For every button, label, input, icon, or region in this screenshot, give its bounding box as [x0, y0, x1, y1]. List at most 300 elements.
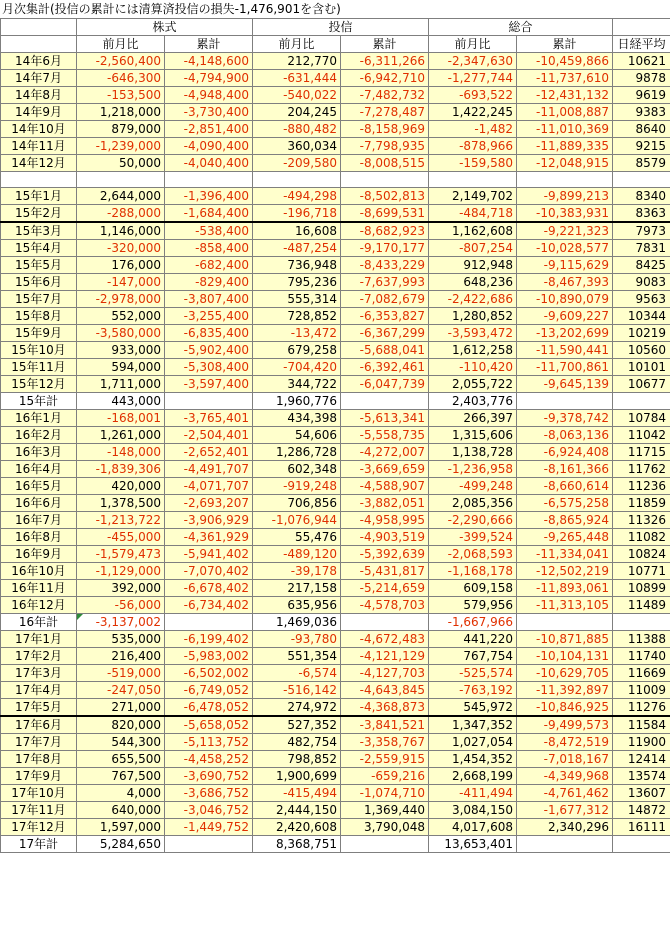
table-row	[1, 155, 670, 172]
total-change-cell: -499,248	[429, 478, 517, 495]
stocks-cumulative-cell: -4,458,252	[165, 751, 253, 768]
funds-cumulative-cell: -659,216	[341, 768, 429, 785]
nikkei-cell: 10824	[613, 546, 670, 563]
stocks-cumulative-cell: -1,684,400	[165, 205, 253, 223]
stocks-cumulative-cell: -682,400	[165, 257, 253, 274]
total-change-cell: 1,612,258	[429, 342, 517, 359]
total-cumulative-cell: -8,161,366	[517, 461, 613, 478]
table-row	[1, 257, 670, 274]
nikkei-cell: 11762	[613, 461, 670, 478]
total-cumulative-cell: -11,008,887	[517, 104, 613, 121]
stocks-cumulative-cell: -829,400	[165, 274, 253, 291]
table-row	[1, 376, 670, 393]
funds-change-cell: 728,852	[253, 308, 341, 325]
stocks-cumulative-cell: -4,794,900	[165, 70, 253, 87]
total-cumulative-cell: -11,893,061	[517, 580, 613, 597]
funds-cumulative-cell: -7,082,679	[341, 291, 429, 308]
header-group-funds: 投信	[253, 19, 429, 36]
total-cumulative-cell: -8,660,614	[517, 478, 613, 495]
stocks-cumulative-cell: -4,948,400	[165, 87, 253, 104]
table-row	[1, 138, 670, 155]
stocks-change-cell: 640,000	[77, 802, 165, 819]
table-row	[1, 563, 670, 580]
year-total-row	[1, 614, 670, 631]
total-change-cell: -411,494	[429, 785, 517, 802]
table-row	[1, 785, 670, 802]
nikkei-cell: 8425	[613, 257, 670, 274]
stocks-cumulative-cell: -3,597,400	[165, 376, 253, 393]
total-change-cell: -525,574	[429, 665, 517, 682]
nikkei-cell: 7831	[613, 240, 670, 257]
total-cumulative-cell: 2,340,296	[517, 819, 613, 836]
stocks-change-cell: -148,000	[77, 444, 165, 461]
stocks-cumulative-cell: -5,902,400	[165, 342, 253, 359]
funds-cumulative-cell: -7,798,935	[341, 138, 429, 155]
funds-change-cell: -919,248	[253, 478, 341, 495]
table-row	[1, 546, 670, 563]
stocks-cumulative-cell: -5,658,052	[165, 716, 253, 734]
total-cumulative-cell: -11,334,041	[517, 546, 613, 563]
total-change-cell: 609,158	[429, 580, 517, 597]
table-row	[1, 529, 670, 546]
stocks-change-cell: 879,000	[77, 121, 165, 138]
nikkei-cell	[613, 836, 670, 853]
funds-cumulative-cell: -5,688,041	[341, 342, 429, 359]
funds-change-cell: -1,076,944	[253, 512, 341, 529]
stocks-change-cell: 50,000	[77, 155, 165, 172]
total-change-cell: -399,524	[429, 529, 517, 546]
table-row	[1, 665, 670, 682]
nikkei-cell: 13607	[613, 785, 670, 802]
month-label: 17年3月	[1, 665, 77, 682]
total-change-cell: -1,482	[429, 121, 517, 138]
total-cumulative-cell: -10,104,131	[517, 648, 613, 665]
total-cumulative-cell: -10,629,705	[517, 665, 613, 682]
nikkei-cell	[613, 172, 670, 188]
total-change-cell: 13,653,401	[429, 836, 517, 853]
nikkei-cell: 7973	[613, 222, 670, 240]
month-label: 15年1月	[1, 188, 77, 205]
funds-cumulative-cell: -3,669,659	[341, 461, 429, 478]
stocks-cumulative-cell: -5,983,002	[165, 648, 253, 665]
nikkei-cell: 11715	[613, 444, 670, 461]
stocks-change-cell: -1,129,000	[77, 563, 165, 580]
stocks-cumulative-cell: -4,071,707	[165, 478, 253, 495]
funds-change-cell: 8,368,751	[253, 836, 341, 853]
total-cumulative-cell	[517, 836, 613, 853]
total-change-cell: 1,138,728	[429, 444, 517, 461]
total-cumulative-cell	[517, 172, 613, 188]
nikkei-cell: 10219	[613, 325, 670, 342]
total-cumulative-cell: -10,890,079	[517, 291, 613, 308]
funds-change-cell	[253, 172, 341, 188]
table-row	[1, 308, 670, 325]
stocks-cumulative-cell: -6,749,052	[165, 682, 253, 699]
funds-change-cell: 706,856	[253, 495, 341, 512]
funds-cumulative-cell: -6,311,266	[341, 53, 429, 70]
funds-change-cell: -516,142	[253, 682, 341, 699]
table-row	[1, 188, 670, 205]
stocks-cumulative-cell	[165, 836, 253, 853]
total-change-cell: -878,966	[429, 138, 517, 155]
header-stocks-cumulative: 累計	[165, 36, 253, 53]
month-label: 16年8月	[1, 529, 77, 546]
funds-change-cell: -415,494	[253, 785, 341, 802]
month-label: 17年7月	[1, 734, 77, 751]
table-row	[1, 734, 670, 751]
nikkei-cell: 11388	[613, 631, 670, 648]
funds-cumulative-cell: -4,643,845	[341, 682, 429, 699]
table-row	[1, 240, 670, 257]
funds-cumulative-cell: -8,699,531	[341, 205, 429, 223]
stocks-cumulative-cell: -5,941,402	[165, 546, 253, 563]
total-cumulative-cell: -11,737,610	[517, 70, 613, 87]
total-change-cell: 1,315,606	[429, 427, 517, 444]
funds-cumulative-cell: -8,682,923	[341, 222, 429, 240]
total-cumulative-cell: -10,459,866	[517, 53, 613, 70]
funds-change-cell: 2,444,150	[253, 802, 341, 819]
funds-cumulative-cell	[341, 836, 429, 853]
month-label: 14年11月	[1, 138, 77, 155]
funds-change-cell: 795,236	[253, 274, 341, 291]
stocks-change-cell: 176,000	[77, 257, 165, 274]
month-label: 17年11月	[1, 802, 77, 819]
funds-change-cell: 1,286,728	[253, 444, 341, 461]
table-row	[1, 205, 670, 223]
month-label: 14年7月	[1, 70, 77, 87]
month-label: 16年計	[1, 614, 77, 631]
nikkei-cell: 8640	[613, 121, 670, 138]
funds-change-cell: 527,352	[253, 716, 341, 734]
total-cumulative-cell: -12,431,132	[517, 87, 613, 104]
month-label: 15年6月	[1, 274, 77, 291]
month-label: 17年9月	[1, 768, 77, 785]
stocks-change-cell: 552,000	[77, 308, 165, 325]
funds-cumulative-cell: -1,074,710	[341, 785, 429, 802]
table-row	[1, 802, 670, 819]
stocks-cumulative-cell: -5,308,400	[165, 359, 253, 376]
stocks-change-cell: -288,000	[77, 205, 165, 223]
total-change-cell: 1,422,245	[429, 104, 517, 121]
total-cumulative-cell: -7,018,167	[517, 751, 613, 768]
nikkei-cell: 9215	[613, 138, 670, 155]
stocks-cumulative-cell: -1,449,752	[165, 819, 253, 836]
table-row	[1, 359, 670, 376]
total-cumulative-cell: -13,202,699	[517, 325, 613, 342]
funds-cumulative-cell: -6,047,739	[341, 376, 429, 393]
table-row	[1, 410, 670, 427]
total-cumulative-cell: -11,392,897	[517, 682, 613, 699]
total-cumulative-cell: -8,063,136	[517, 427, 613, 444]
month-label: 16年3月	[1, 444, 77, 461]
stocks-change-cell: -153,500	[77, 87, 165, 104]
stocks-cumulative-cell: -6,199,402	[165, 631, 253, 648]
nikkei-cell: 16111	[613, 819, 670, 836]
stocks-cumulative-cell: -6,678,402	[165, 580, 253, 597]
table-row	[1, 699, 670, 717]
funds-cumulative-cell: -6,353,827	[341, 308, 429, 325]
funds-cumulative-cell: -7,482,732	[341, 87, 429, 104]
stocks-change-cell: 2,644,000	[77, 188, 165, 205]
stocks-change-cell: -519,000	[77, 665, 165, 682]
header-row-columns	[1, 36, 670, 53]
stocks-change-cell: 1,146,000	[77, 222, 165, 240]
total-change-cell: 2,149,702	[429, 188, 517, 205]
funds-cumulative-cell: -4,903,519	[341, 529, 429, 546]
funds-cumulative-cell: 1,369,440	[341, 802, 429, 819]
funds-change-cell: -631,444	[253, 70, 341, 87]
month-label: 17年4月	[1, 682, 77, 699]
total-change-cell: -2,347,630	[429, 53, 517, 70]
funds-cumulative-cell: -5,613,341	[341, 410, 429, 427]
stocks-cumulative-cell: -2,652,401	[165, 444, 253, 461]
funds-change-cell: 635,956	[253, 597, 341, 614]
stocks-cumulative-cell: -7,070,402	[165, 563, 253, 580]
stocks-cumulative-cell: -5,113,752	[165, 734, 253, 751]
stocks-cumulative-cell: -4,361,929	[165, 529, 253, 546]
header-blank-cell	[1, 36, 77, 53]
table-row	[1, 716, 670, 734]
funds-cumulative-cell: -4,121,129	[341, 648, 429, 665]
total-cumulative-cell: -10,871,885	[517, 631, 613, 648]
stocks-change-cell: 767,500	[77, 768, 165, 785]
total-cumulative-cell: -8,472,519	[517, 734, 613, 751]
table-row	[1, 682, 670, 699]
header-nikkei-average: 日経平均	[613, 36, 670, 53]
stocks-cumulative-cell: -3,765,401	[165, 410, 253, 427]
stocks-change-cell: -1,579,473	[77, 546, 165, 563]
funds-cumulative-cell: -4,368,873	[341, 699, 429, 717]
stocks-change-cell: 655,500	[77, 751, 165, 768]
total-change-cell: 1,162,608	[429, 222, 517, 240]
month-label: 15年3月	[1, 222, 77, 240]
nikkei-cell: 10677	[613, 376, 670, 393]
funds-change-cell: -489,120	[253, 546, 341, 563]
stocks-change-cell: 544,300	[77, 734, 165, 751]
month-label: 17年12月	[1, 819, 77, 836]
stocks-cumulative-cell: -3,686,752	[165, 785, 253, 802]
total-cumulative-cell: -10,846,925	[517, 699, 613, 717]
total-change-cell: 1,454,352	[429, 751, 517, 768]
stocks-cumulative-cell: -6,835,400	[165, 325, 253, 342]
nikkei-cell: 11740	[613, 648, 670, 665]
total-cumulative-cell: -1,677,312	[517, 802, 613, 819]
month-label: 15年2月	[1, 205, 77, 223]
stocks-cumulative-cell: -4,491,707	[165, 461, 253, 478]
stocks-change-cell: 443,000	[77, 393, 165, 410]
stocks-change-cell: 535,000	[77, 631, 165, 648]
funds-cumulative-cell: -4,672,483	[341, 631, 429, 648]
total-cumulative-cell: -9,221,323	[517, 222, 613, 240]
nikkei-cell: 10784	[613, 410, 670, 427]
total-cumulative-cell: -4,761,462	[517, 785, 613, 802]
nikkei-cell: 11859	[613, 495, 670, 512]
nikkei-cell: 11009	[613, 682, 670, 699]
total-cumulative-cell: -10,028,577	[517, 240, 613, 257]
nikkei-cell: 11489	[613, 597, 670, 614]
nikkei-cell: 10560	[613, 342, 670, 359]
funds-cumulative-cell: -6,392,461	[341, 359, 429, 376]
nikkei-cell: 10344	[613, 308, 670, 325]
total-change-cell: -2,422,686	[429, 291, 517, 308]
funds-cumulative-cell: -7,637,993	[341, 274, 429, 291]
table-row	[1, 461, 670, 478]
stocks-change-cell: -320,000	[77, 240, 165, 257]
funds-change-cell: 602,348	[253, 461, 341, 478]
table-row	[1, 427, 670, 444]
funds-cumulative-cell	[341, 614, 429, 631]
total-change-cell: 648,236	[429, 274, 517, 291]
total-change-cell: -159,580	[429, 155, 517, 172]
nikkei-cell: 10771	[613, 563, 670, 580]
table-row	[1, 291, 670, 308]
funds-change-cell: -494,298	[253, 188, 341, 205]
funds-change-cell: -13,472	[253, 325, 341, 342]
total-change-cell: -807,254	[429, 240, 517, 257]
table-row	[1, 631, 670, 648]
month-label: 16年11月	[1, 580, 77, 597]
funds-change-cell: 2,420,608	[253, 819, 341, 836]
funds-cumulative-cell: -4,588,907	[341, 478, 429, 495]
stocks-change-cell: -56,000	[77, 597, 165, 614]
funds-change-cell: 482,754	[253, 734, 341, 751]
stocks-cumulative-cell: -2,504,401	[165, 427, 253, 444]
table-row	[1, 648, 670, 665]
total-change-cell: -1,667,966	[429, 614, 517, 631]
month-label: 15年4月	[1, 240, 77, 257]
total-change-cell: 3,084,150	[429, 802, 517, 819]
month-label: 14年6月	[1, 53, 77, 70]
table-row	[1, 274, 670, 291]
stocks-change-cell: -168,001	[77, 410, 165, 427]
month-label: 16年10月	[1, 563, 77, 580]
stocks-cumulative-cell	[165, 614, 253, 631]
table-row	[1, 70, 670, 87]
stocks-cumulative-cell: -6,478,052	[165, 699, 253, 717]
funds-cumulative-cell: -4,958,995	[341, 512, 429, 529]
header-stocks-monthly-change: 前月比	[77, 36, 165, 53]
month-label: 14年10月	[1, 121, 77, 138]
month-label: 16年7月	[1, 512, 77, 529]
stocks-change-cell: 594,000	[77, 359, 165, 376]
table-row	[1, 104, 670, 121]
funds-change-cell: 1,900,699	[253, 768, 341, 785]
funds-cumulative-cell: -4,127,703	[341, 665, 429, 682]
total-change-cell: 2,403,776	[429, 393, 517, 410]
funds-change-cell: -880,482	[253, 121, 341, 138]
total-change-cell: 266,397	[429, 410, 517, 427]
header-total-monthly-change: 前月比	[429, 36, 517, 53]
month-label: 17年計	[1, 836, 77, 853]
nikkei-cell: 9878	[613, 70, 670, 87]
total-cumulative-cell: -11,010,369	[517, 121, 613, 138]
stocks-change-cell: 5,284,650	[77, 836, 165, 853]
funds-change-cell: 551,354	[253, 648, 341, 665]
funds-change-cell: 274,972	[253, 699, 341, 717]
funds-change-cell: 555,314	[253, 291, 341, 308]
header-blank-cell	[1, 19, 77, 36]
nikkei-cell: 12414	[613, 751, 670, 768]
nikkei-cell	[613, 614, 670, 631]
total-change-cell: -1,277,744	[429, 70, 517, 87]
stocks-cumulative-cell: -3,730,400	[165, 104, 253, 121]
nikkei-cell: 11900	[613, 734, 670, 751]
total-cumulative-cell: -9,265,448	[517, 529, 613, 546]
stocks-cumulative-cell: -4,090,400	[165, 138, 253, 155]
total-change-cell: -484,718	[429, 205, 517, 223]
stocks-cumulative-cell: -3,906,929	[165, 512, 253, 529]
table-row	[1, 87, 670, 104]
table-row	[1, 478, 670, 495]
funds-cumulative-cell: -5,558,735	[341, 427, 429, 444]
stocks-cumulative-cell: -858,400	[165, 240, 253, 257]
total-cumulative-cell: -9,899,213	[517, 188, 613, 205]
nikkei-cell: 9619	[613, 87, 670, 104]
total-cumulative-cell: -11,700,861	[517, 359, 613, 376]
header-group-total: 総合	[429, 19, 613, 36]
month-label: 16年4月	[1, 461, 77, 478]
stocks-change-cell: -2,978,000	[77, 291, 165, 308]
funds-cumulative-cell: -3,841,521	[341, 716, 429, 734]
month-label: 16年2月	[1, 427, 77, 444]
month-label: 16年5月	[1, 478, 77, 495]
funds-change-cell: 434,398	[253, 410, 341, 427]
table-row	[1, 819, 670, 836]
funds-cumulative-cell: -4,272,007	[341, 444, 429, 461]
total-change-cell: -110,420	[429, 359, 517, 376]
funds-cumulative-cell: -8,158,969	[341, 121, 429, 138]
month-label: 17年6月	[1, 716, 77, 734]
total-cumulative-cell: -9,378,742	[517, 410, 613, 427]
stocks-cumulative-cell: -3,255,400	[165, 308, 253, 325]
header-row-groups	[1, 19, 670, 36]
month-label: 16年1月	[1, 410, 77, 427]
funds-cumulative-cell: -9,170,177	[341, 240, 429, 257]
year-total-row	[1, 393, 670, 410]
header-group-stocks: 株式	[77, 19, 253, 36]
total-change-cell: 1,027,054	[429, 734, 517, 751]
funds-change-cell: -93,780	[253, 631, 341, 648]
nikkei-cell: 14872	[613, 802, 670, 819]
total-cumulative-cell: -6,924,408	[517, 444, 613, 461]
funds-change-cell: 798,852	[253, 751, 341, 768]
funds-cumulative-cell: -8,008,515	[341, 155, 429, 172]
stocks-change-cell: 1,378,500	[77, 495, 165, 512]
table-row	[1, 222, 670, 240]
total-change-cell: 545,972	[429, 699, 517, 717]
header-total-cumulative: 累計	[517, 36, 613, 53]
table-row	[1, 597, 670, 614]
stocks-change-cell: -147,000	[77, 274, 165, 291]
funds-cumulative-cell: -8,502,813	[341, 188, 429, 205]
funds-cumulative-cell: -5,392,639	[341, 546, 429, 563]
nikkei-cell	[613, 393, 670, 410]
table-row	[1, 751, 670, 768]
table-row	[1, 444, 670, 461]
total-change-cell: -763,192	[429, 682, 517, 699]
total-cumulative-cell: -6,575,258	[517, 495, 613, 512]
total-change-cell: 1,280,852	[429, 308, 517, 325]
stocks-change-cell: 933,000	[77, 342, 165, 359]
funds-cumulative-cell: -2,559,915	[341, 751, 429, 768]
funds-cumulative-cell: -4,578,703	[341, 597, 429, 614]
funds-change-cell: -6,574	[253, 665, 341, 682]
total-change-cell: -693,522	[429, 87, 517, 104]
month-label: 15年計	[1, 393, 77, 410]
funds-change-cell: 217,158	[253, 580, 341, 597]
total-change-cell: -1,236,958	[429, 461, 517, 478]
header-funds-monthly-change: 前月比	[253, 36, 341, 53]
